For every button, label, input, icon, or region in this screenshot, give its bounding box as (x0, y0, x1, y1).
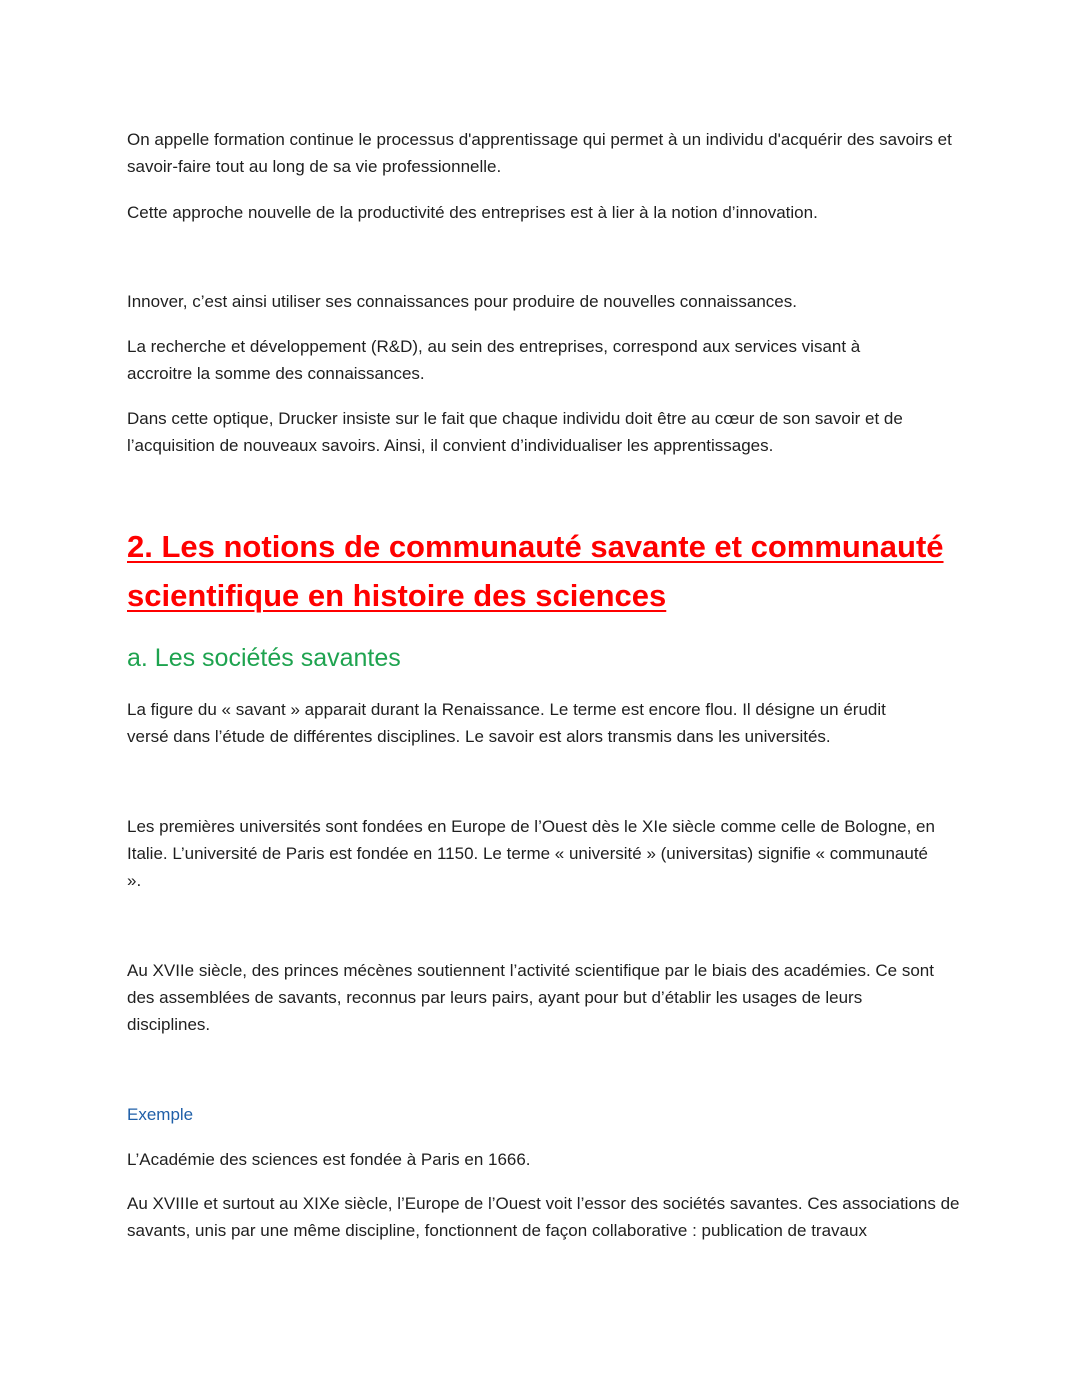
paragraph-innovation-link: Cette approche nouvelle de la productivité des entreprises est à lier à la notion d’innovation. (127, 203, 818, 222)
paragraph-innover: Innover, c’est ainsi utiliser ses connaissances pour produire de nouvelles connaissances. (127, 292, 797, 311)
paragraph-formation-continue: On appelle formation continue le processus d'apprentissage qui permet à un individu d'acquérir des savoirs et savoir-faire tout au long de sa vie professionnelle. (127, 130, 952, 176)
example-label: Exemple (127, 1105, 194, 1124)
paragraph-academie-sciences: L’Académie des sciences est fondée à Paris en 1666. (127, 1150, 531, 1169)
paragraph-universites: Les premières universités sont fondées en Europe de l’Ouest dès le XIe siècle comme celle de Bologne, en Italie. L’université de Paris est fondée en 1150. Le terme « université » (universitas) signifie « communauté ». (127, 817, 935, 890)
section-heading: 2. Les notions de communauté savante et communauté scientifique en histoire des sciences (127, 529, 944, 613)
paragraph-drucker: Dans cette optique, Drucker insiste sur le fait que chaque individu doit être au cœur de son savoir et de l’acquisition de nouveaux savoirs. Ainsi, il convient d’individualiser les apprentissages. (127, 409, 903, 455)
paragraph-academies: Au XVIIe siècle, des princes mécènes soutiennent l’activité scientifique par le biais des académies. Ce sont des assemblées de savants, reconnus par leurs pairs, ayant pour but d’établir les usages de leurs disciplines. (127, 961, 934, 1034)
paragraph-societes-savantes: Au XVIIIe et surtout au XIXe siècle, l’Europe de l’Ouest voit l’essor des sociétés savantes. Ces associations de savants, unis par une même discipline, fonctionnent de façon collaborative : publication de travaux (127, 1194, 960, 1240)
paragraph-rd: La recherche et développement (R&D), au sein des entreprises, correspond aux services visant à accroitre la somme des connaissances. (127, 337, 861, 383)
subsection-heading: a. Les sociétés savantes (127, 644, 401, 672)
paragraph-savant: La figure du « savant » apparait durant la Renaissance. Le terme est encore flou. Il désigne un érudit versé dans l’étude de différentes disciplines. Le savoir est alors transmis dans les universités. (127, 700, 886, 746)
